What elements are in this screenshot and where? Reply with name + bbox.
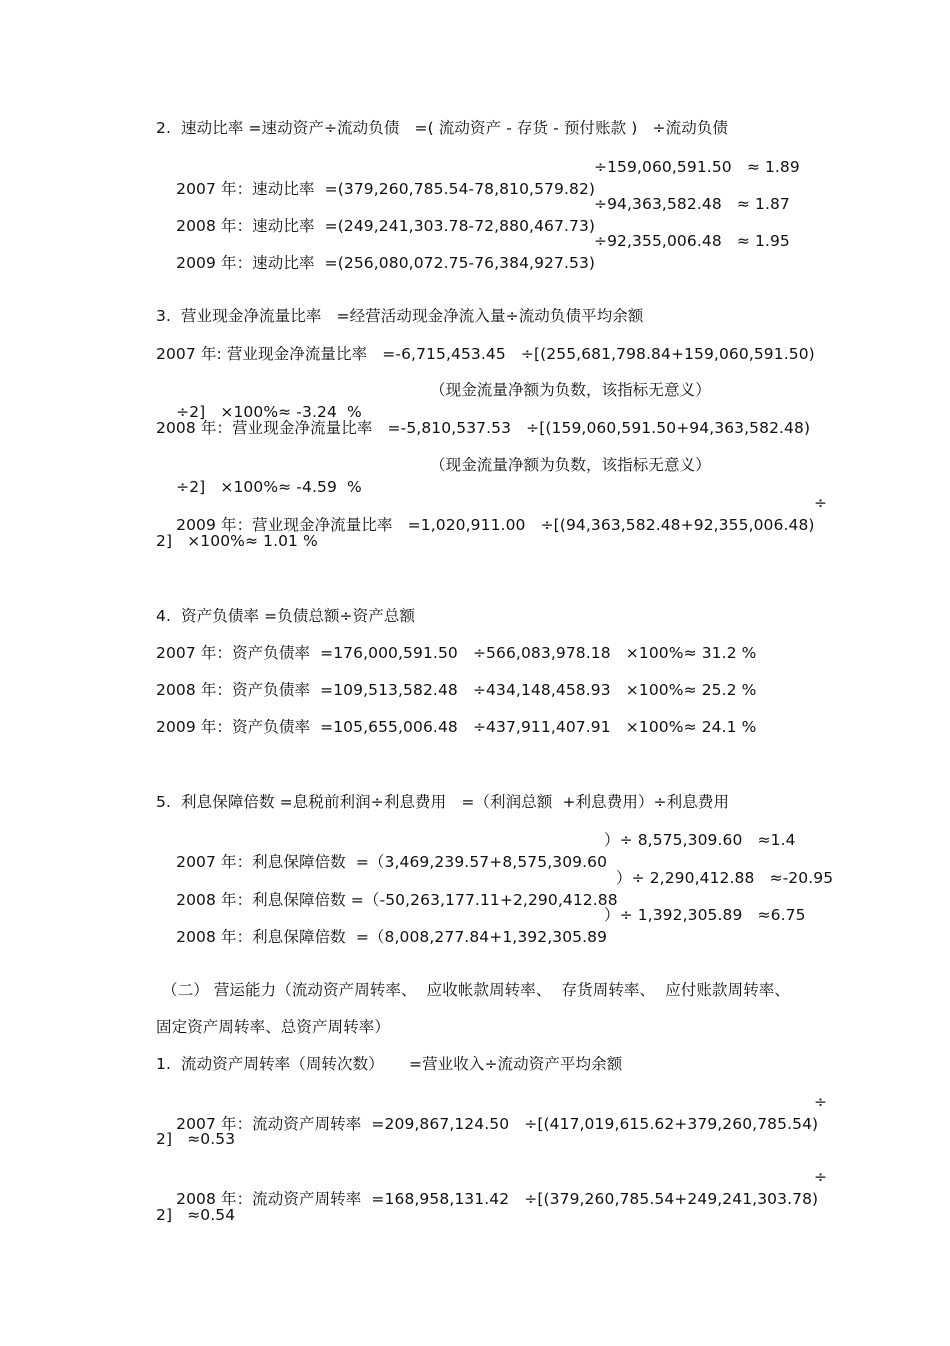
formula-result: ÷94,363,582.48 ≈ 1.87 <box>594 195 790 213</box>
debt-ratio-2009: 2009 年：资产负债率 =105,655,006.48 ÷437,911,407.91 ×100%≈ 24.1 % <box>156 718 757 736</box>
formula-note: （现金流量净额为负数，该指标无意义） <box>430 456 711 474</box>
current-asset-turnover-2008-cont: 2] ≈0.54 <box>156 1206 236 1224</box>
cashflow-ratio-2008: 2008 年：营业现金净流量比率 =-5,810,537.53 ÷[(159,060,591.50+94,363,582.48) <box>156 419 811 437</box>
formula-text: 2008 年：速动比率 =(249,241,303.78-72,880,467.73) <box>176 217 596 235</box>
cashflow-ratio-2009-cont: 2] ×100%≈ 1.01 % <box>156 532 318 550</box>
formula-result: ）÷ 8,575,309.60 ≈1.4 <box>604 831 796 849</box>
formula-text: 2007 年：速动比率 =(379,260,785.54-78,810,579.82) <box>176 180 596 198</box>
debt-ratio-heading: 4. 资产负债率 =负债总额÷资产总额 <box>156 607 416 625</box>
formula-note: （现金流量净额为负数，该指标无意义） <box>430 381 711 399</box>
formula-result: ）÷ 1,392,305.89 ≈6.75 <box>604 906 806 924</box>
formula-divide-sign: ÷ <box>814 1093 828 1111</box>
operating-capacity-heading-cont: 固定资产周转率、总资产周转率） <box>156 1018 391 1036</box>
formula-result: ÷92,355,006.48 ≈ 1.95 <box>594 232 790 250</box>
quick-ratio-heading: 2. 速动比率 =速动资产÷流动负债 =( 流动资产 - 存货 - 预付账款 ) ÷流动负债 <box>156 119 729 137</box>
formula-text: 2008 年：流动资产周转率 =168,958,131.42 ÷[(379,260,785.54+249,241,303.78) <box>176 1190 819 1208</box>
formula-text: ÷2] ×100%≈ -4.59 % <box>176 478 362 496</box>
debt-ratio-2008: 2008 年：资产负债率 =109,513,582.48 ÷434,148,458.93 ×100%≈ 25.2 % <box>156 681 757 699</box>
formula-text: ÷2] ×100%≈ -3.24 % <box>176 403 362 421</box>
cashflow-ratio-heading: 3. 营业现金净流量比率 =经营活动现金净流入量÷流动负债平均余额 <box>156 307 644 325</box>
formula-result: ÷159,060,591.50 ≈ 1.89 <box>594 158 800 176</box>
formula-text: 2008 年：利息保障倍数 =（8,008,277.84+1,392,305.89 <box>176 928 608 946</box>
formula-result: ）÷ 2,290,412.88 ≈-20.95 <box>616 869 834 887</box>
cashflow-ratio-2007: 2007 年: 营业现金净流量比率 =-6,715,453.45 ÷[(255,681,798.84+159,060,591.50) <box>156 345 815 363</box>
debt-ratio-2007: 2007 年：资产负债率 =176,000,591.50 ÷566,083,978.18 ×100%≈ 31.2 % <box>156 644 757 662</box>
formula-text: 2008 年：利息保障倍数 =（-50,263,177.11+2,290,412.88 <box>176 891 618 909</box>
current-asset-turnover-2007-cont: 2] ≈0.53 <box>156 1130 236 1148</box>
formula-divide-sign: ÷ <box>814 494 828 512</box>
operating-capacity-heading: （二） 营运能力（流动资产周转率、 应收帐款周转率、 存货周转率、 应付账款周转率、 <box>162 981 790 999</box>
formula-text: 2009 年：速动比率 =(256,080,072.75-76,384,927.53) <box>176 254 596 272</box>
interest-coverage-heading: 5. 利息保障倍数 =息税前利润÷利息费用 =（利润总额 +利息费用）÷利息费用 <box>156 793 730 811</box>
current-asset-turnover-heading: 1. 流动资产周转率（周转次数） =营业收入÷流动资产平均余额 <box>156 1055 623 1073</box>
formula-text: 2007 年：利息保障倍数 =（3,469,239.57+8,575,309.60 <box>176 853 608 871</box>
formula-text: 2009 年：营业现金净流量比率 =1,020,911.00 ÷[(94,363,582.48+92,355,006.48) <box>176 516 815 534</box>
formula-divide-sign: ÷ <box>814 1168 828 1186</box>
formula-text: 2007 年：流动资产周转率 =209,867,124.50 ÷[(417,019,615.62+379,260,785.54) <box>176 1115 819 1133</box>
